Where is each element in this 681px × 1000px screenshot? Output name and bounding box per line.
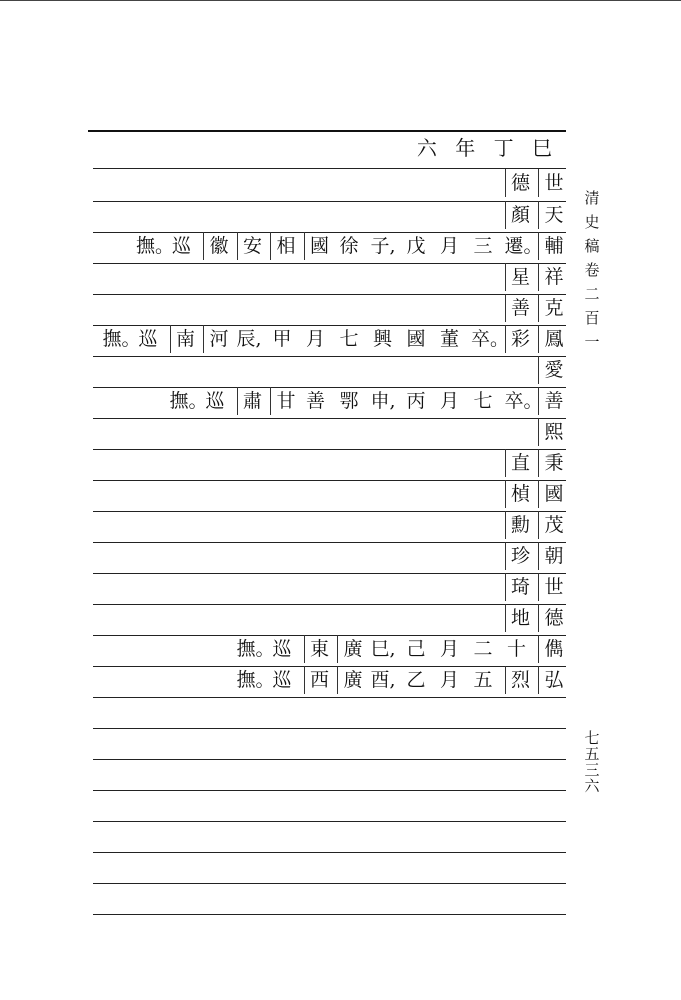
remark-char: 鄂 — [339, 390, 359, 412]
table-rule — [93, 790, 566, 791]
remark-char: 廣 — [337, 635, 365, 663]
name-char: 遷。 — [504, 235, 543, 257]
table-row — [93, 169, 566, 197]
remark-char: 乙 — [406, 669, 426, 691]
remark-char: 月 — [439, 390, 459, 412]
remark-char: 巡 — [138, 328, 158, 350]
name-char: 弘 — [538, 666, 566, 694]
table-row — [93, 573, 566, 601]
name-char: 祥 — [538, 263, 566, 291]
name-char: 儁 — [538, 635, 566, 663]
remark-char: 國 — [304, 232, 332, 260]
name-char: 直 — [505, 449, 533, 477]
spine-char: 清 — [584, 189, 600, 207]
name-char: 克 — [538, 294, 566, 322]
table-rule — [93, 883, 566, 884]
remark-char: 撫。 — [236, 669, 275, 691]
remark-char: 巡 — [171, 235, 191, 257]
remark-char: 巡 — [205, 390, 225, 412]
remark-char: 撫。 — [236, 638, 275, 660]
name-char: 朝 — [538, 542, 566, 570]
remark-char: 月 — [439, 235, 459, 257]
name-char: 天 — [538, 201, 566, 229]
folio-char: 六 — [584, 777, 600, 795]
remark-char: 興 — [372, 328, 392, 350]
spine-char: 二 — [584, 285, 600, 303]
folio-char: 五 — [584, 745, 600, 763]
name-char: 輔 — [538, 232, 566, 260]
remark-char: 東 — [304, 635, 332, 663]
remark-char: 徽 — [203, 232, 231, 260]
remark-char: 七 — [339, 328, 359, 350]
name-char: 顏 — [505, 201, 533, 229]
name-char: 卒。 — [504, 390, 543, 412]
remark-char: 徐 — [339, 235, 359, 257]
folio-number — [582, 730, 602, 794]
remark-char: 巡 — [272, 669, 292, 691]
remark-char: 五 — [473, 669, 493, 691]
folio-char: 三 — [584, 761, 600, 779]
remark-char: 撫。 — [102, 328, 141, 350]
spine-char: 一 — [584, 333, 600, 351]
remark-char: 二 — [473, 638, 493, 660]
table-row — [93, 542, 566, 570]
table-row — [93, 294, 566, 322]
spine-char: 史 — [584, 213, 600, 231]
remark-char: 辰, — [236, 328, 262, 350]
remark-char: 月 — [439, 638, 459, 660]
table-row — [93, 449, 566, 477]
remark-char: 董 — [439, 328, 459, 350]
table-row — [93, 232, 566, 260]
name-char: 德 — [538, 604, 566, 632]
remark-char: 酉, — [370, 669, 396, 691]
table-row — [93, 356, 566, 384]
table-rule — [93, 728, 566, 729]
name-char: 世 — [538, 573, 566, 601]
remark-char: 西 — [304, 666, 332, 694]
name-char: 熙 — [538, 418, 566, 446]
name-char: 星 — [505, 263, 533, 291]
table-row — [93, 418, 566, 446]
remark-char: 河 — [203, 325, 231, 353]
name-char: 十 — [506, 638, 526, 660]
name-char: 勳 — [505, 511, 533, 539]
remark-char: 安 — [237, 232, 265, 260]
remark-char: 撫。 — [136, 235, 175, 257]
table-row — [93, 387, 566, 415]
name-char: 茂 — [538, 511, 566, 539]
name-char: 秉 — [538, 449, 566, 477]
spine-char: 百 — [584, 309, 600, 327]
remark-char: 月 — [305, 328, 325, 350]
name-char: 德 — [505, 169, 533, 197]
folio-char: 七 — [584, 729, 600, 747]
remark-char: 甘 — [270, 387, 298, 415]
name-char: 國 — [538, 480, 566, 508]
remark-char: 撫。 — [169, 390, 208, 412]
spine-title — [582, 186, 602, 354]
name-char: 珍 — [505, 542, 533, 570]
remark-char: 甲 — [272, 328, 292, 350]
remark-char: 巡 — [272, 638, 292, 660]
remark-char: 南 — [170, 325, 198, 353]
remark-char: 相 — [270, 232, 298, 260]
name-char: 地 — [505, 604, 533, 632]
name-char: 烈 — [505, 666, 533, 694]
spine-char: 稿 — [584, 237, 600, 255]
remark-char: 肅 — [237, 387, 265, 415]
table-row — [93, 666, 566, 694]
remark-char: 申, — [370, 390, 396, 412]
table-rule — [93, 852, 566, 853]
remark-char: 月 — [439, 669, 459, 691]
name-char: 鳳 — [538, 325, 566, 353]
table-row — [93, 263, 566, 291]
table-row — [93, 201, 566, 229]
name-char: 世 — [538, 169, 566, 197]
table-row — [93, 511, 566, 539]
remark-char: 卒。 — [471, 328, 510, 350]
table-rule — [93, 821, 566, 822]
table-row — [93, 604, 566, 632]
remark-char: 善 — [305, 390, 325, 412]
remark-char: 巳, — [370, 638, 396, 660]
table-rule — [93, 759, 566, 760]
spine-char: 卷 — [584, 261, 600, 279]
name-char: 愛 — [538, 356, 566, 384]
remark-char: 子, — [370, 235, 396, 257]
remark-char: 廣 — [337, 666, 365, 694]
table-rule — [93, 914, 566, 915]
table-row — [93, 480, 566, 508]
remark-char: 戊 — [406, 235, 426, 257]
name-char: 琦 — [505, 573, 533, 601]
header-text: 六 年 丁 巳 — [416, 136, 558, 160]
table-rule — [93, 697, 566, 698]
table-row — [93, 325, 566, 353]
name-char: 楨 — [505, 480, 533, 508]
row-header — [93, 134, 566, 162]
remark-char: 七 — [473, 390, 493, 412]
remark-char: 三 — [473, 235, 493, 257]
name-char: 彩 — [505, 325, 533, 353]
remark-char: 丙 — [406, 390, 426, 412]
remark-char: 己 — [406, 638, 426, 660]
table-row — [93, 635, 566, 663]
remark-char: 國 — [406, 328, 426, 350]
name-char: 善 — [538, 387, 566, 415]
name-char: 善 — [505, 294, 533, 322]
table-rule — [88, 130, 566, 132]
